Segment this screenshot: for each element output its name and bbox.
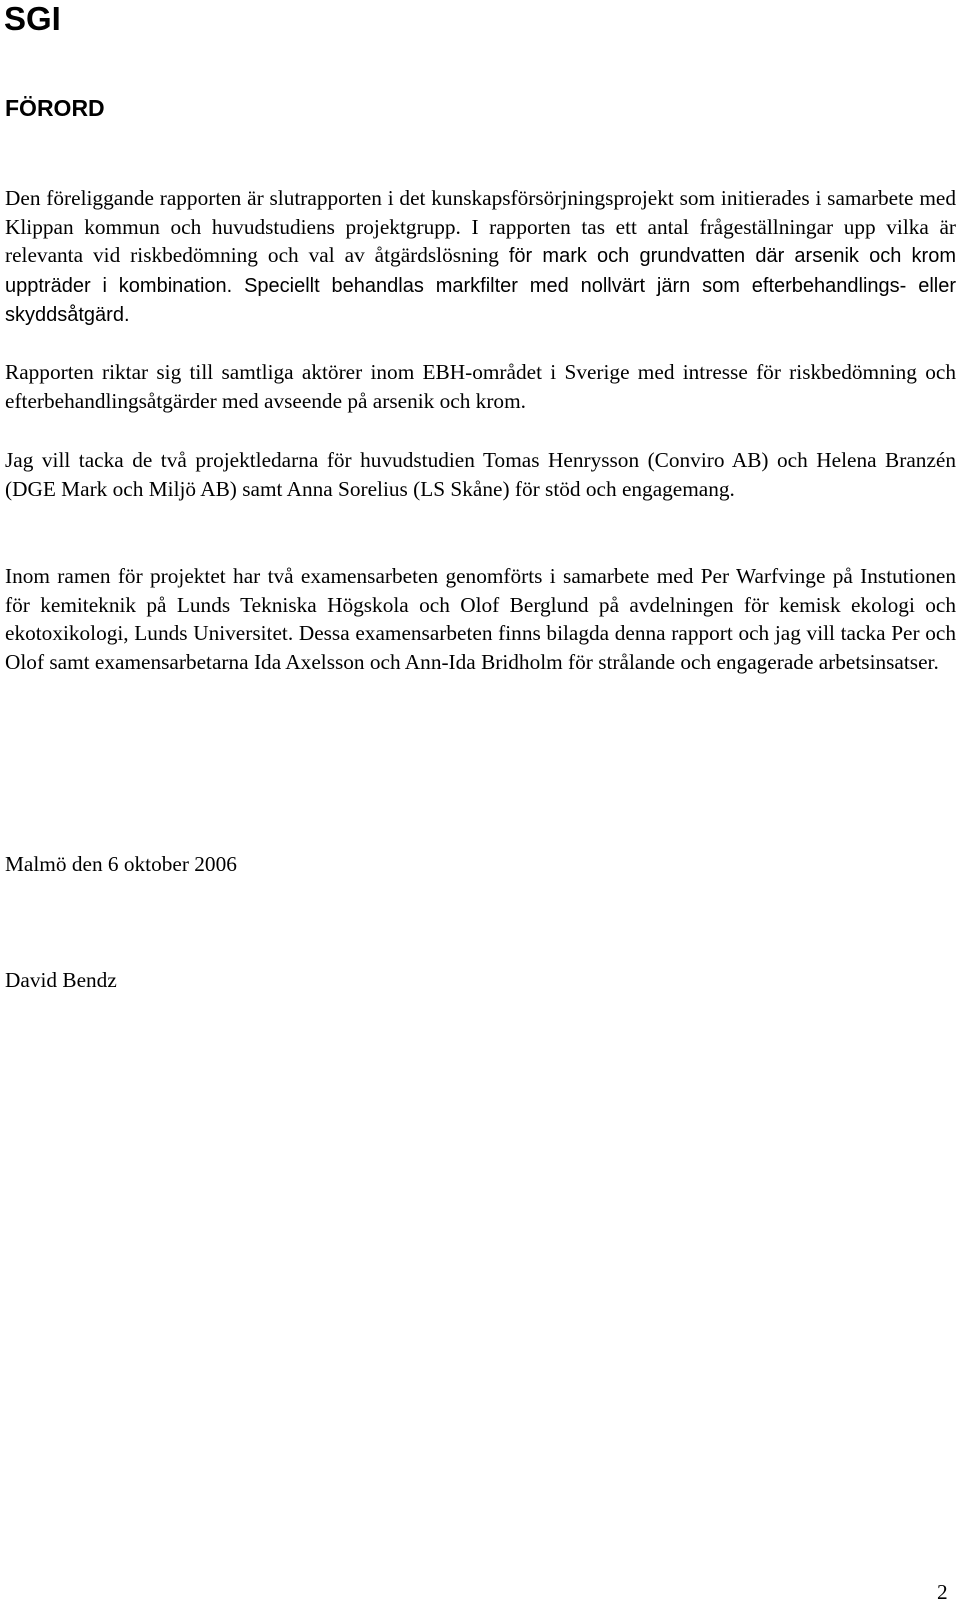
signature-place-date: Malmö den 6 oktober 2006 bbox=[5, 852, 237, 876]
paragraph-theses: Inom ramen för projektet har två examensarbeten genomförts i samarbete med Per Warfvinge på Instutionen för kemiteknik på Lunds Tekniska Högskola och Olof Berglund på avdelningen för kemisk ekologi och ekotoxikologi, Lunds Universitet. Dessa examensarbeten finns bilagda denna rapport och jag vill tacka Per och Olof samt examensarbetarna Ida Axelsson och Ann-Ida Bridholm för strålande och engagerade arbetsinsatser. bbox=[5, 564, 956, 674]
sgi-logo: SGI bbox=[4, 0, 61, 37]
signature-name: David Bendz bbox=[5, 968, 117, 992]
paragraph-audience: Rapporten riktar sig till samtliga aktörer inom EBH-området i Sverige med intresse för riskbedömning och efterbehandlingsåtgärder med avseende på arsenik och krom. bbox=[5, 360, 956, 413]
paragraph-acknowledgements: Jag vill tacka de två projektledarna för huvudstudien Tomas Henrysson (Conviro AB) och Helena Branzén (DGE Mark och Miljö AB) samt Anna Sorelius (LS Skåne) för stöd och engagemang. bbox=[5, 448, 956, 501]
paragraph-intro-serif-text: Den föreliggande rapporten är slutrapporten i det kunskapsförsörjningsprojekt som initierades i samarbete med Klippan kommun och huvudstudiens projektgrupp. I rapporten tas ett antal frågeställningar upp vilka är relevanta vid riskbedömning och val av åtgärdslösning bbox=[5, 186, 956, 267]
paragraph-intro-sans-text: för mark och grundvatten där arsenik och krom uppträder i kombination. Speciellt behandlas markfilter med nollvärt järn som efterbehandlings- eller skyddsåtgärd. bbox=[5, 245, 956, 326]
page-number: 2 bbox=[937, 1580, 948, 1604]
page-title: FÖRORD bbox=[5, 95, 105, 121]
paragraph-intro bbox=[5, 184, 956, 330]
